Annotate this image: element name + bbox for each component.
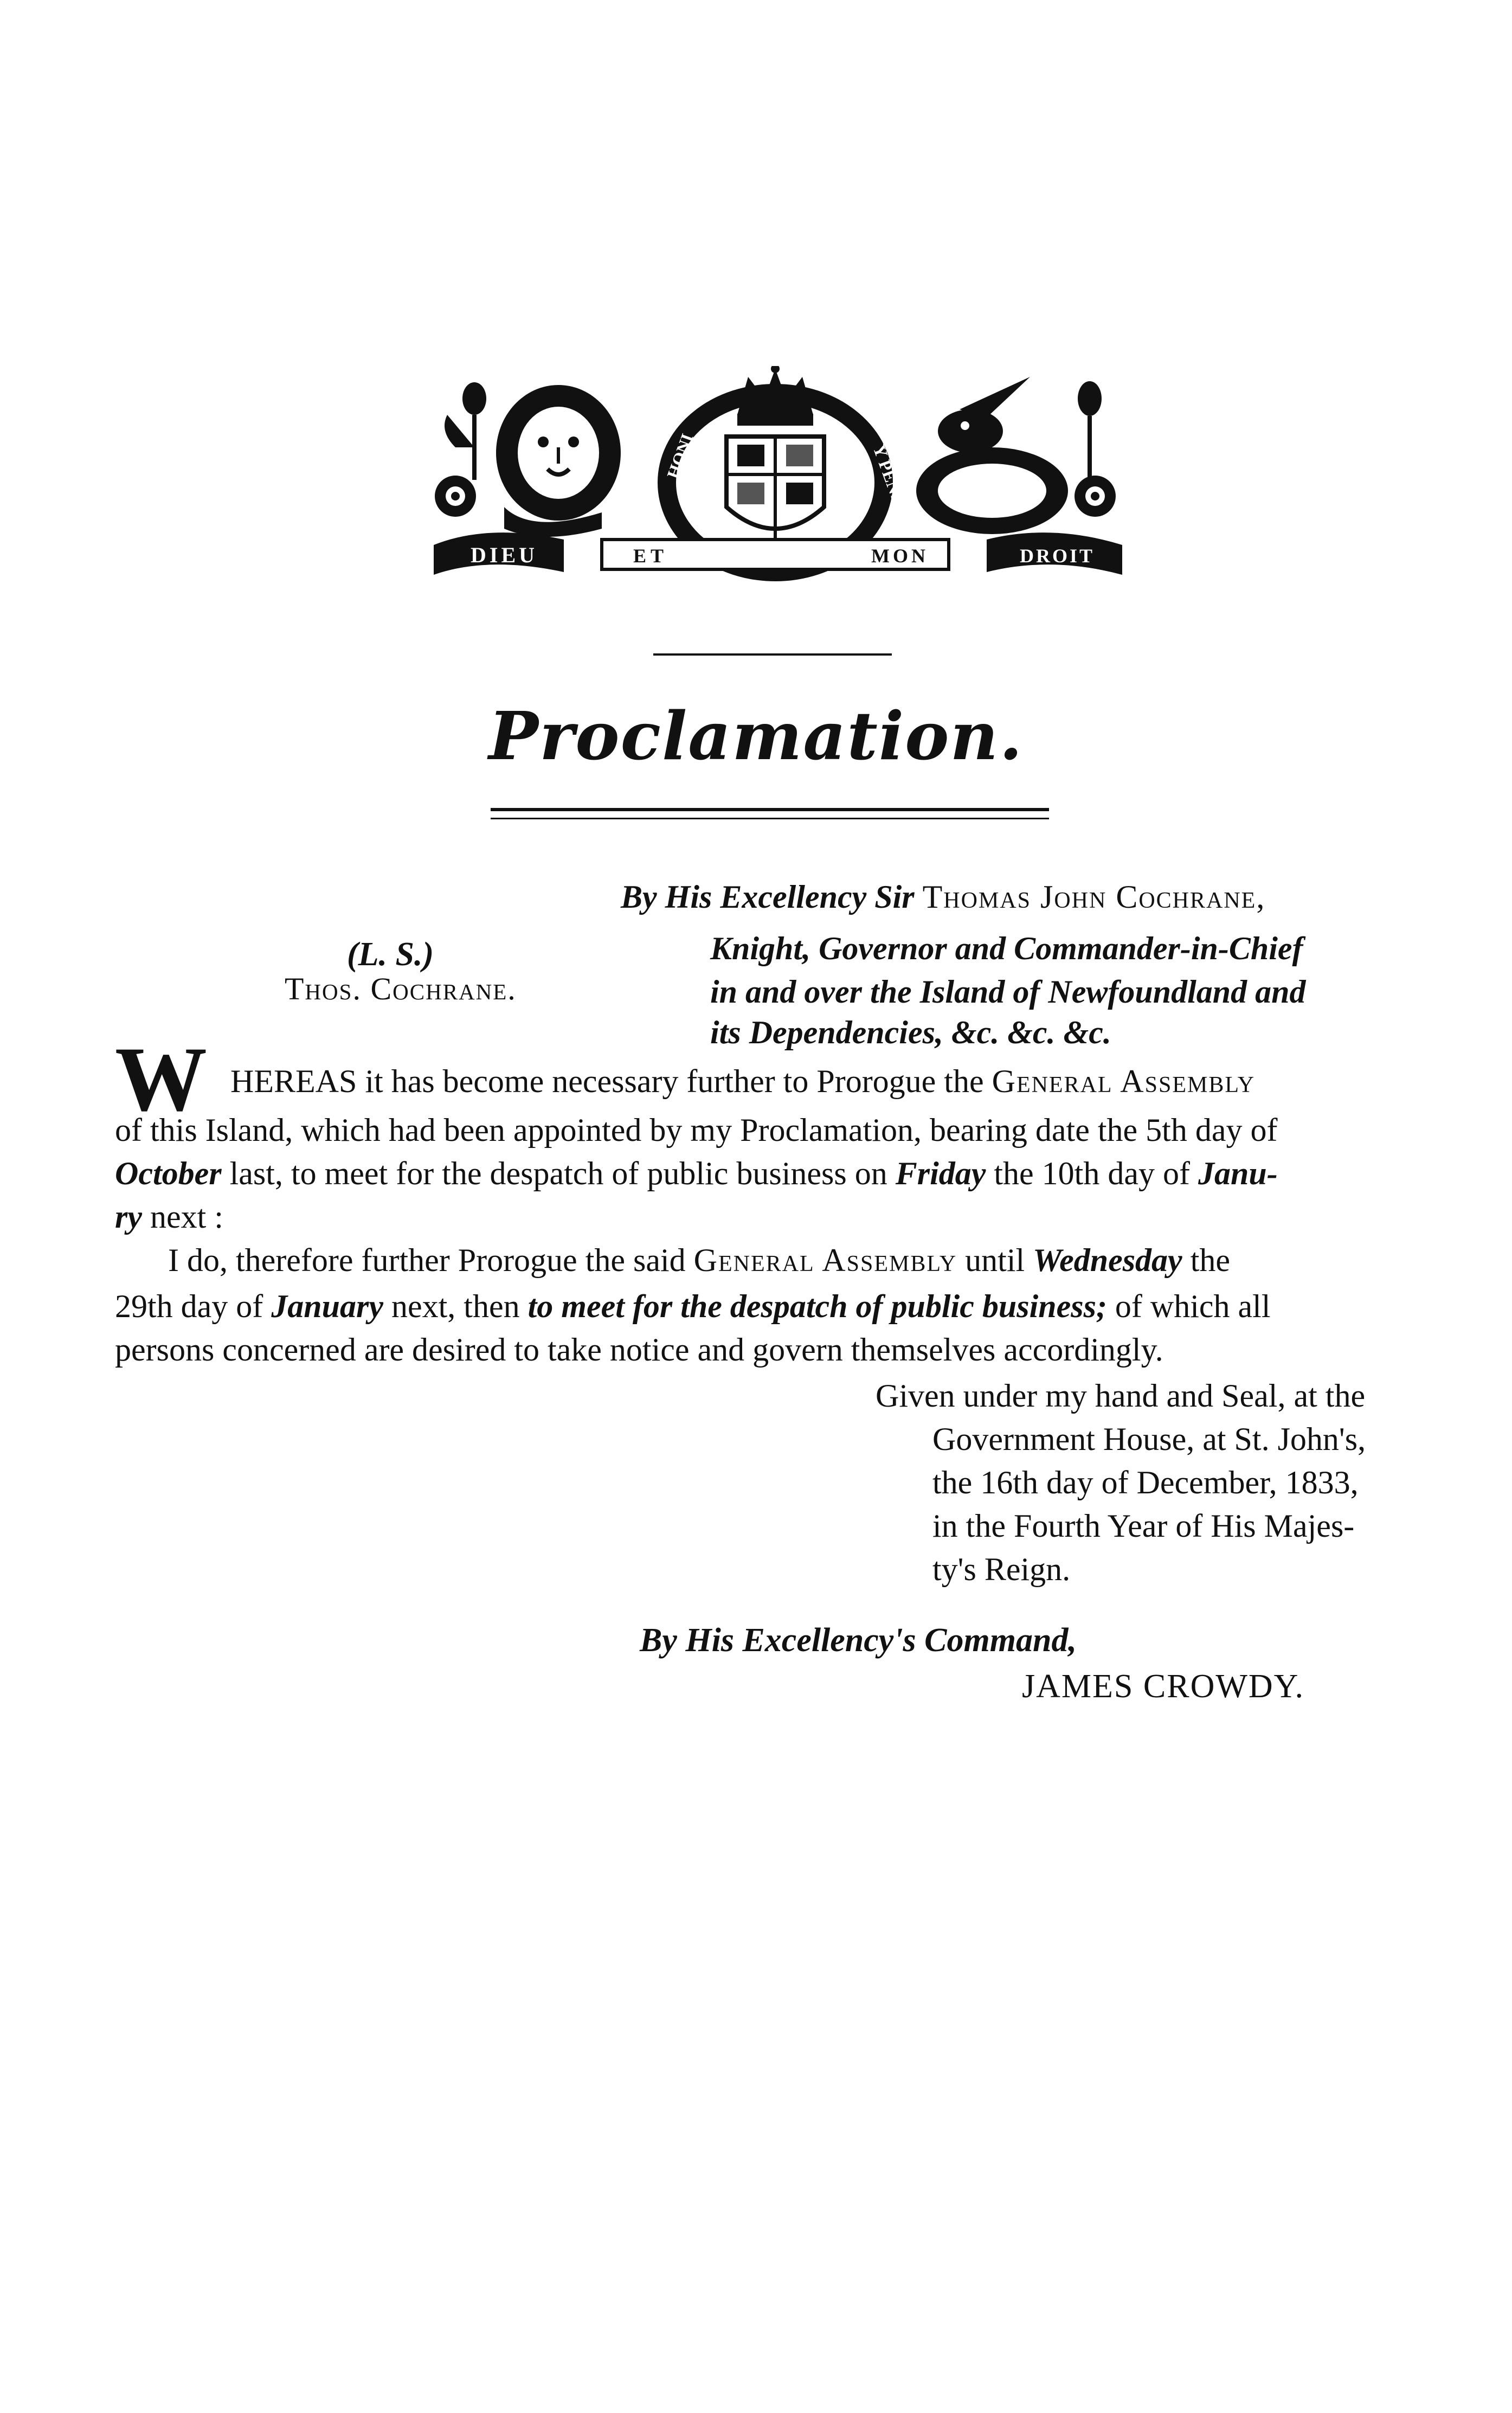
paragraph-1-line-2: of this Island, which had been appointed by my Proclamation, bearing date the 5th day of <box>115 1112 1278 1148</box>
page-title: Proclamation. <box>488 697 1024 775</box>
governor-name: Thomas John Cochrane, <box>922 879 1266 915</box>
given-line-3: the 16th day of December, 1833, <box>932 1465 1359 1500</box>
governor-style-line-1: By His Excellency Sir Thomas John Cochrane, <box>621 879 1266 915</box>
seal-mark: (L. S.) <box>347 936 434 973</box>
motto-mon: MON <box>871 545 929 567</box>
paragraph-1-line-3: October last, to meet for the despatch of public business on Friday the 10th day of Janu- <box>115 1156 1278 1191</box>
motto-ribbon <box>434 532 1122 575</box>
paragraph-2-line-1: I do, therefore further Prorogue the said General Assembly until Wednesday the <box>168 1242 1230 1278</box>
motto-dieu: DIEU <box>470 543 538 567</box>
given-line-2: Government House, at St. John's, <box>932 1421 1366 1457</box>
governor-style-line-3: in and over the Island of Newfoundland and <box>710 974 1306 1010</box>
paragraph-2-line-3: persons concerned are desired to take notice and govern themselves accordingly. <box>115 1332 1163 1368</box>
motto-droit: DROIT <box>1019 545 1095 567</box>
garter-text-right: Y PENSE <box>869 442 912 517</box>
paragraph-1-line-1: HEREAS it has become necessary further to Prorogue the General Assembly <box>230 1063 1256 1099</box>
rule-below-title-thick <box>491 808 1049 811</box>
command-line: By His Excellency's Command, <box>640 1622 1077 1659</box>
rule-above-title <box>653 653 892 656</box>
rule-below-title-thin <box>491 818 1049 819</box>
crown-icon <box>737 366 813 426</box>
given-line-4: in the Fourth Year of His Majes- <box>932 1508 1355 1544</box>
drop-cap: W <box>115 1028 207 1130</box>
paragraph-2-line-2: 29th day of January next, then to meet for the despatch of public business; of which all <box>115 1288 1271 1324</box>
lion-icon <box>496 385 621 537</box>
paragraph-1-line-4: ry next : <box>115 1199 223 1235</box>
royal-coat-of-arms <box>423 366 1128 583</box>
motto-et: ET <box>633 545 668 567</box>
governor-style-line-2: Knight, Governor and Commander-in-Chief <box>710 930 1303 966</box>
rose-icon <box>1075 381 1116 517</box>
unicorn-icon <box>916 377 1068 534</box>
seal-signature: Thos. Cochrane. <box>285 971 517 1006</box>
given-line-1: Given under my hand and Seal, at the <box>876 1378 1366 1414</box>
governor-style-line-4: its Dependencies, &c. &c. &c. <box>710 1015 1111 1050</box>
given-line-5: ty's Reign. <box>932 1551 1071 1587</box>
secretary-signature: JAMES CROWDY. <box>1022 1668 1304 1705</box>
thistle-icon <box>435 382 486 517</box>
garter-text-left: HONI <box>662 431 697 482</box>
